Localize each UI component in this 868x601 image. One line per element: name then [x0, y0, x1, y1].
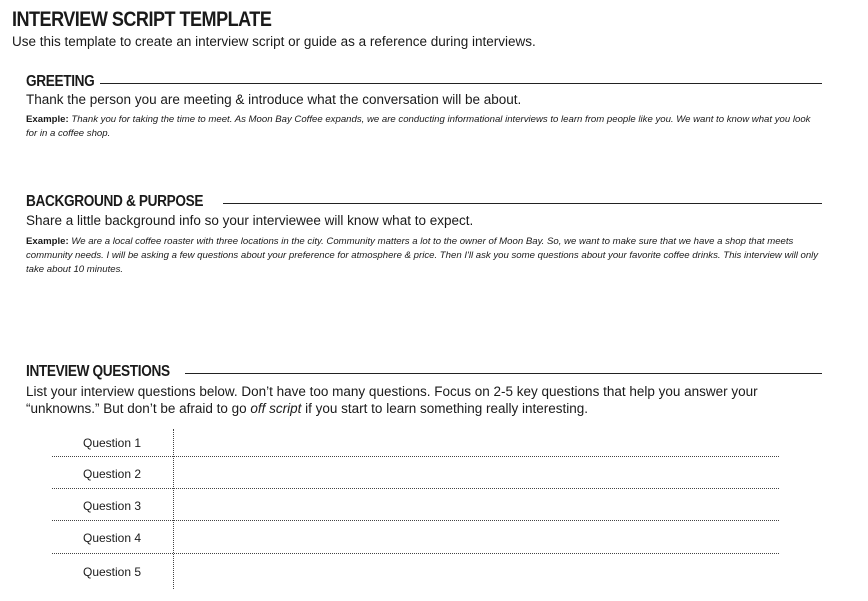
- background-heading: BACKGROUND & PURPOSE: [26, 193, 204, 210]
- question-divider: [52, 488, 779, 489]
- question-row: [52, 459, 779, 489]
- questions-description-emphasis: off script: [250, 401, 302, 416]
- questions-description: [26, 383, 816, 417]
- greeting-section-header: [26, 72, 822, 92]
- page-subtitle: Use this template to create an interview script or guide as a reference during interviews.: [12, 34, 536, 49]
- greeting-heading: GREETING: [26, 73, 95, 90]
- question-label: Question 1: [83, 436, 142, 450]
- greeting-divider: [100, 83, 822, 84]
- question-label: Question 2: [83, 467, 142, 481]
- background-description: Share a little background info so your interviewee will know what to expect.: [26, 213, 474, 228]
- background-example-label: Example:: [26, 236, 69, 247]
- question-answer-field[interactable]: [176, 459, 779, 487]
- question-answer-field[interactable]: [176, 523, 779, 551]
- greeting-description: Thank the person you are meeting & introduce what the conversation will be about.: [26, 92, 522, 107]
- greeting-example: [26, 113, 821, 141]
- greeting-example-label: Example:: [26, 114, 69, 125]
- background-divider: [223, 203, 822, 204]
- question-label: Question 4: [83, 531, 142, 545]
- questions-description-part1: List your interview questions below. Don’t have too many questions. Focus on 2-5 key questions that help you answer your “unknowns.” But don’t be afraid to go: [26, 384, 758, 416]
- question-answer-field[interactable]: [176, 429, 779, 457]
- question-row: [52, 523, 779, 553]
- background-example: [26, 235, 821, 277]
- question-row: [52, 429, 779, 459]
- page-title: INTERVIEW SCRIPT TEMPLATE: [12, 8, 272, 31]
- question-label: Question 5: [83, 565, 142, 579]
- questions-table: [52, 429, 779, 589]
- background-example-text: We are a local coffee roaster with three locations in the city. Community matters a lot to the owner of Moon Bay. So, we want to make sure that we have a shop that meets community needs. I will be asking a few questions about your preference for atmosphere & price. Then I'll ask you some questions about your favorite coffee drinks. This interview will only take about 10 minutes.: [26, 236, 819, 275]
- questions-divider: [185, 373, 822, 374]
- question-row: [52, 491, 779, 521]
- questions-description-part2: if you start to learn something really interesting.: [301, 401, 589, 416]
- question-answer-field[interactable]: [176, 556, 779, 584]
- question-label: Question 3: [83, 499, 142, 513]
- question-row: [52, 556, 779, 586]
- question-divider: [52, 520, 779, 521]
- question-divider: [52, 553, 779, 554]
- greeting-example-text: Thank you for taking the time to meet. As Moon Bay Coffee expands, we are conducting informational interviews to learn from people like you. We want to know what you look for in a coffee shop.: [26, 114, 811, 139]
- question-divider: [52, 456, 779, 457]
- question-answer-field[interactable]: [176, 491, 779, 519]
- questions-heading: INTEVIEW QUESTIONS: [26, 363, 170, 380]
- background-section-header: [26, 192, 822, 212]
- questions-section-header: [26, 362, 822, 382]
